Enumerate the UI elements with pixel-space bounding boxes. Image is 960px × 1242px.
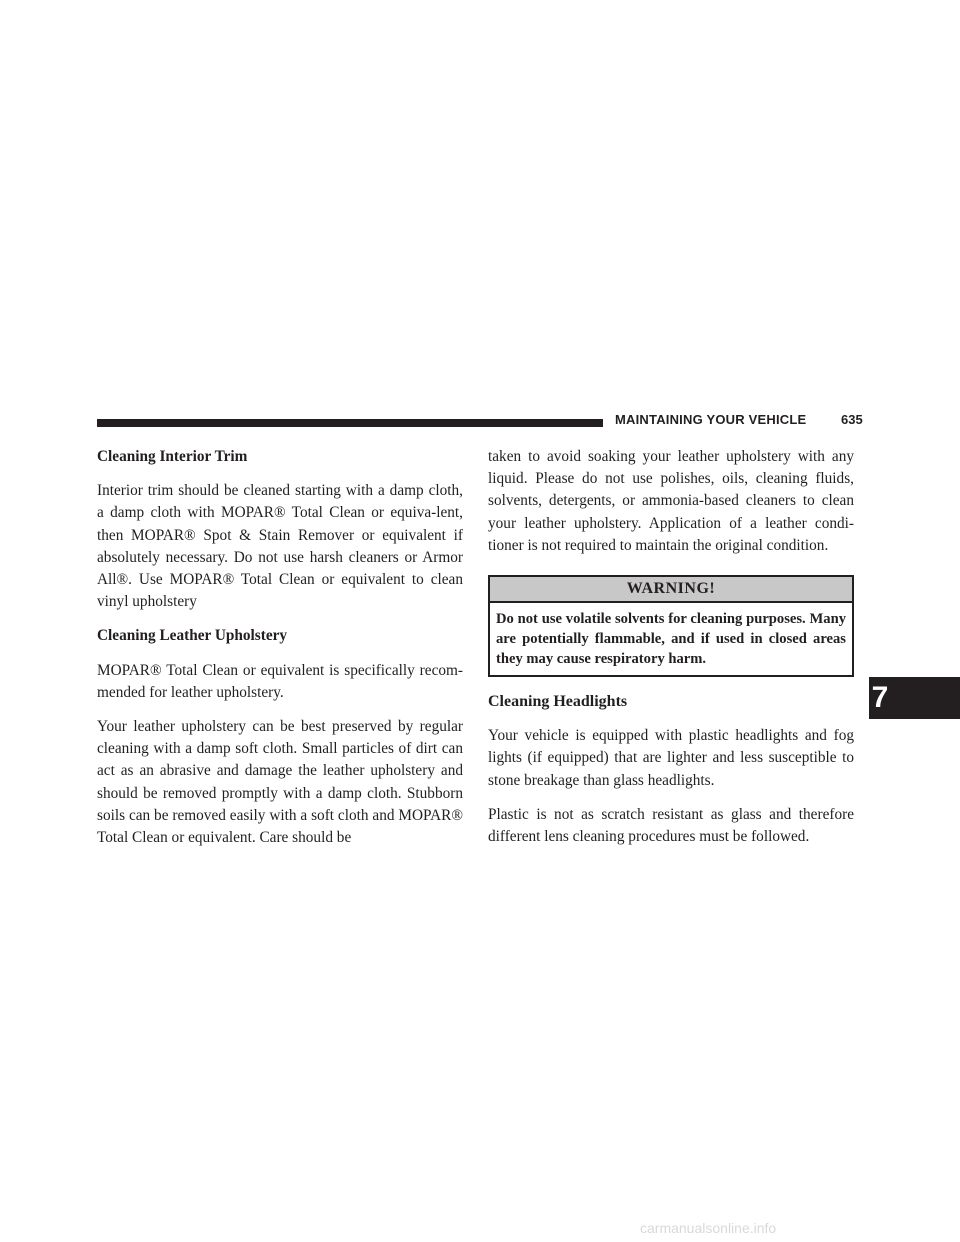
header-rule: [97, 419, 603, 427]
chapter-number: 7: [871, 681, 889, 714]
page-number: 635: [841, 412, 863, 427]
heading-headlights: Cleaning Headlights: [488, 693, 628, 711]
watermark: carmanualsonline.info: [640, 1220, 777, 1236]
heading-leather-upholstery: Cleaning Leather Upholstery: [97, 627, 288, 645]
warning-title: WARNING!: [490, 577, 852, 603]
paragraph-headlights-1: Your vehicle is equipped with plastic headlights and fog lights (if equipped) that are lighter and less susceptible to stone breakage than glass headlights.: [488, 727, 854, 789]
heading-interior-trim: Cleaning Interior Trim: [97, 448, 248, 465]
paragraph-leather-continued: taken to avoid soaking your leather upholstery with any liquid. Please do not use polishes, oils, cleaning fluids, solvents, detergents, or ammonia-based cleaners to clean your leather upholstery. Application of a leather condi-tioner is not required to maintain the original condition.: [488, 448, 854, 554]
paragraph-leather-1: MOPAR® Total Clean or equivalent is specifically recom-mended for leather upholstery.: [97, 661, 463, 701]
paragraph-leather-2: Your leather upholstery can be best preserved by regular cleaning with a damp soft cloth. Small particles of dirt can act as an abrasive and damage the leather upholstery and should be removed promptly with a damp cloth. Stubborn soils can be removed easily with a soft cloth and MOPAR® Total Clean or equivalent. Care should be: [97, 718, 463, 847]
left-column: [97, 446, 463, 861]
right-column: [488, 446, 854, 860]
paragraph-interior-trim: Interior trim should be cleaned starting with a damp cloth, a damp cloth with MOPAR® Total Clean or equiva-lent, then MOPAR® Spot & Stain Remover or equivalent if absolutely necessary. Do not use harsh cleaners or Armor All®. Use MOPAR® Total Clean or equivalent to clean vinyl upholstery: [97, 482, 463, 611]
section-title: MAINTAINING YOUR VEHICLE: [615, 412, 807, 427]
warning-text: Do not use volatile solvents for cleaning purposes. Many are potentially flammable, and if used in closed areas they may cause respiratory harm.: [496, 611, 846, 668]
warning-box: [488, 575, 854, 677]
chapter-tab: [869, 677, 960, 719]
paragraph-headlights-2: Plastic is not as scratch resistant as glass and therefore different lens cleaning procedures must be followed.: [488, 805, 854, 846]
